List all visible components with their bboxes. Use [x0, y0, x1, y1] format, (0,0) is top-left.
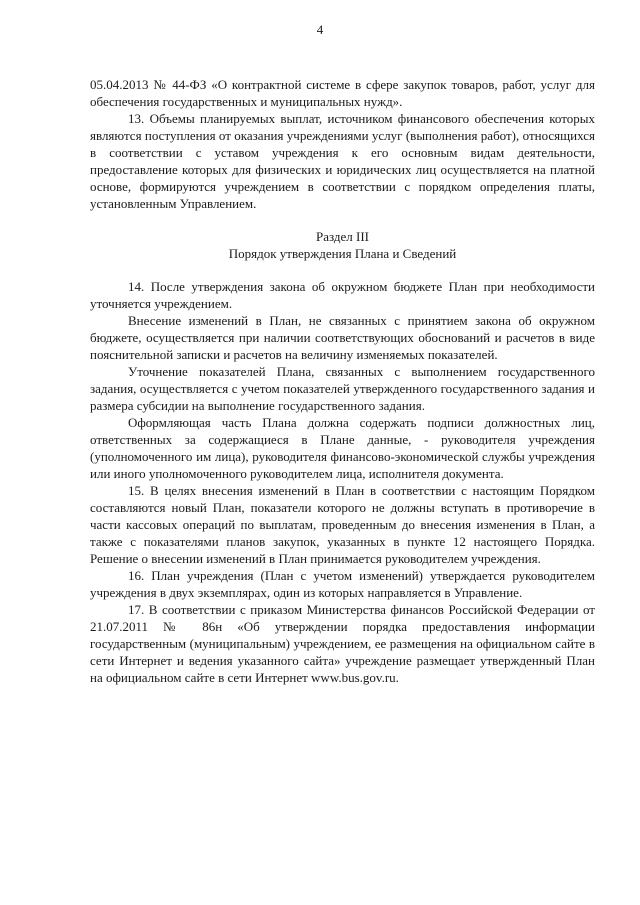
paragraph-15: 15. В целях внесения изменений в План в соответствии с настоящим Порядком составляются новый План, показатели которого не должны вступать в противоречие в части кассовых операций по выплатам, проведенным до внесения изменения в План, а также с показателями планов закупок, указанных в пункте 12 настоящего Порядка. Решение о внесении изменений в План принимается руководителем учреждения.: [90, 483, 595, 566]
paragraph-14-clarification: Уточнение показателей Плана, связанных с выполнением государственного задания, осуществляется с учетом показателей утвержденного государственного задания и размера субсидии на выполнение государственного задания.: [90, 364, 595, 413]
paragraph-14-signatures: Оформляющая часть Плана должна содержать подписи должностных лиц, ответственных за содержащиеся в Плане данные, - руководителя учреждения (уполномоченного им лица), руководителя финансово-экономической службы учреждения или иного уполномоченного руководителем лица, исполнителя документа.: [90, 415, 595, 481]
paragraph-13: 13. Объемы планируемых выплат, источником финансового обеспечения которых являются поступления от оказания учреждениями услуг (выполнения работ), относящихся в соответствии с уставом учреждения к его основным видам деятельности, предоставление которых для физических и юридических лиц осуществляется на платной основе, формируются учреждением в соответствии с порядком определения платы, установленным Управлением.: [90, 111, 595, 211]
section-title: Порядок утверждения Плана и Сведений: [228, 246, 457, 261]
page-number: 4: [316, 22, 324, 37]
paragraph-continuation: 05.04.2013 № 44-ФЗ «О контрактной системе в сфере закупок товаров, работ, услуг для обеспечения государственных и муниципальных нужд».: [90, 77, 595, 109]
document-body: [90, 76, 595, 686]
paragraph-14-changes: Внесение изменений в План, не связанных с принятием закона об окружном бюджете, осуществляется при наличии соответствующих обоснований и расчетов в виде пояснительной записки и расчетов на величину изменяемых показателей.: [90, 313, 595, 362]
section-spacer: [90, 212, 595, 228]
paragraph-14: 14. После утверждения закона об окружном бюджете План при необходимости уточняется учреждением.: [90, 279, 595, 311]
paragraph-16: 16. План учреждения (План с учетом изменений) утверждается руководителем учреждения в двух экземплярах, один из которых направляется в Управление.: [90, 568, 595, 600]
paragraph-17: 17. В соответствии с приказом Министерства финансов Российской Федерации от 21.07.2011 № 86н «Об утверждении порядка предоставления информации государственным (муниципальным) учреждением, ее размещения на официальном сайте в сети Интернет и ведения указанного сайта» учреждение размещает утвержденный План на официальном сайте в сети Интернет www.bus.gov.ru.: [90, 602, 595, 685]
section-heading: Раздел III: [315, 229, 369, 244]
